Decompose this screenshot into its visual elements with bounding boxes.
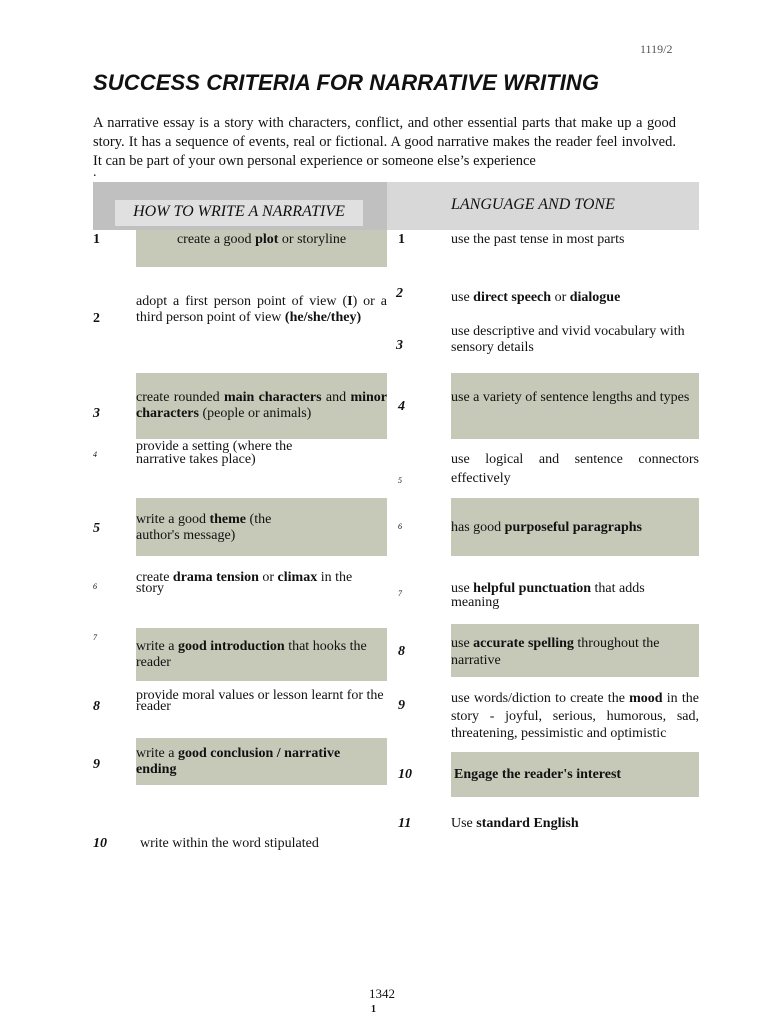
left-item-number: 3 — [93, 406, 100, 421]
plain-text: has good — [451, 520, 505, 535]
right-item-text — [451, 450, 699, 488]
emphasis-text: climax — [277, 570, 318, 585]
emphasis-text: I — [347, 294, 353, 309]
emphasis-text: direct speech — [473, 290, 552, 305]
right-item-text — [451, 635, 691, 669]
left-item-text — [136, 294, 387, 326]
left-item-text — [136, 390, 387, 422]
plain-text: use a variety of sentence lengths and types — [451, 390, 690, 405]
left-item-text — [136, 232, 387, 248]
emphasis-text: purposeful paragraphs — [504, 520, 642, 535]
right-item-text — [451, 324, 699, 356]
emphasis-text: dialogue — [569, 290, 621, 305]
plain-text: in the story — [136, 570, 353, 596]
left-item-number: 9 — [93, 757, 100, 772]
left-item-text — [136, 690, 388, 712]
plain-text: in the story - joyful, serious, humorous, sad, threatening, pessimistic and optimistic — [451, 691, 699, 741]
right-item-number: 5 — [398, 476, 402, 485]
plain-text: Use — [451, 816, 477, 831]
right-item-number: 4 — [398, 399, 405, 414]
plain-text: adopt a first person point of view ( — [136, 294, 348, 309]
right-item-text — [454, 767, 694, 783]
right-item-number: 7 — [398, 589, 402, 598]
left-item-number: 10 — [93, 836, 107, 851]
emphasis-text: Engage the reader's interest — [454, 767, 622, 782]
left-item-number: 8 — [93, 699, 100, 714]
intro-dot: . — [93, 165, 97, 180]
right-item-text — [451, 290, 699, 306]
plain-text: create a good — [176, 232, 256, 247]
emphasis-text: drama tension — [172, 570, 259, 585]
right-item-number: 2 — [396, 286, 403, 301]
plain-text: use — [451, 636, 474, 651]
plain-text: use — [451, 581, 474, 596]
document-code: 1119/2 — [640, 42, 673, 56]
right-item-text — [451, 690, 699, 743]
page-title: SUCCESS CRITERIA FOR NARRATIVE WRITING — [93, 70, 600, 95]
left-item-number: 7 — [93, 633, 97, 642]
right-item-number: 6 — [398, 522, 402, 531]
plain-text: use the past tense in most parts — [451, 232, 625, 247]
left-item-text — [136, 572, 366, 594]
plain-text: write a — [136, 639, 178, 654]
right-item-number: 10 — [398, 767, 412, 782]
emphasis-text: helpful punctuation — [473, 581, 592, 596]
plain-text: write within the word stipulated — [140, 836, 319, 851]
plain-text: and — [321, 390, 351, 405]
left-item-text — [136, 639, 381, 671]
emphasis-text: good introduction — [177, 639, 285, 654]
right-item-number: 1 — [398, 232, 405, 247]
right-item-text — [451, 232, 699, 248]
plain-text: that adds meaning — [451, 581, 645, 610]
plain-text: use words/diction to create the — [451, 691, 630, 706]
right-item-text — [451, 816, 691, 832]
right-item-number: 11 — [398, 816, 412, 831]
plain-text: that hooks the reader — [136, 639, 367, 670]
plain-text: provide a setting (where the narrative takes place) — [136, 439, 293, 467]
left-item-number: 5 — [93, 521, 100, 536]
plain-text: or — [551, 290, 570, 305]
plain-text: or storyline — [278, 232, 347, 247]
plain-text: use — [451, 290, 474, 305]
left-item-number: 2 — [93, 311, 100, 326]
left-item-number: 4 — [93, 450, 97, 459]
emphasis-text: good conclusion / narrative ending — [136, 746, 341, 777]
left-item-number: 1 — [93, 232, 100, 247]
emphasis-text: theme — [209, 512, 247, 527]
page-footer-mark: 1 — [371, 1004, 376, 1015]
right-item-text — [451, 582, 691, 610]
item-shade — [451, 373, 699, 439]
page-footer-number: 1342 — [369, 986, 395, 1001]
right-item-text — [451, 520, 699, 536]
left-item-text — [140, 836, 380, 852]
plain-text: write a — [136, 746, 178, 761]
left-item-text — [136, 746, 381, 778]
plain-text: (people or animals) — [198, 406, 312, 421]
plain-text: ) or a third person point of view — [136, 294, 388, 325]
plain-text: throughout the narrative — [451, 636, 660, 668]
plain-text: provide moral values or lesson learnt for the reader — [136, 688, 384, 714]
plain-text: (the author's message) — [136, 512, 272, 543]
left-column-header: HOW TO WRITE A NARRATIVE — [115, 200, 363, 226]
right-item-number: 9 — [398, 698, 405, 713]
emphasis-text: main characters — [223, 390, 322, 405]
right-item-text — [451, 390, 699, 406]
plain-text: or — [258, 570, 278, 585]
emphasis-text: accurate spelling — [473, 636, 574, 651]
right-column-header: LANGUAGE AND TONE — [451, 196, 615, 213]
emphasis-text: minor characters — [136, 390, 387, 421]
left-item-text — [136, 441, 316, 466]
emphasis-text: standard English — [476, 816, 579, 831]
plain-text: create — [136, 570, 173, 585]
plain-text: use descriptive and vivid vocabulary with sensory details — [451, 324, 685, 355]
right-item-number: 8 — [398, 644, 405, 659]
plain-text: use logical and sentence connectors effectively — [451, 452, 699, 486]
emphasis-text: mood — [629, 691, 663, 706]
plain-text: write a good — [136, 512, 210, 527]
left-item-number: 6 — [93, 582, 97, 591]
emphasis-text: plot — [255, 232, 279, 247]
left-item-text — [136, 512, 296, 544]
intro-paragraph: A narrative essay is a story with characters, conflict, and other essential parts that make up a good story. It has a sequence of events, real or fictional. A good narrative makes the reader feel involved. It can be part of your own personal experience or someone else’s experience — [93, 115, 676, 169]
emphasis-text: (he/she/they) — [284, 310, 362, 325]
plain-text: create rounded — [136, 390, 224, 405]
right-item-number: 3 — [396, 338, 403, 353]
